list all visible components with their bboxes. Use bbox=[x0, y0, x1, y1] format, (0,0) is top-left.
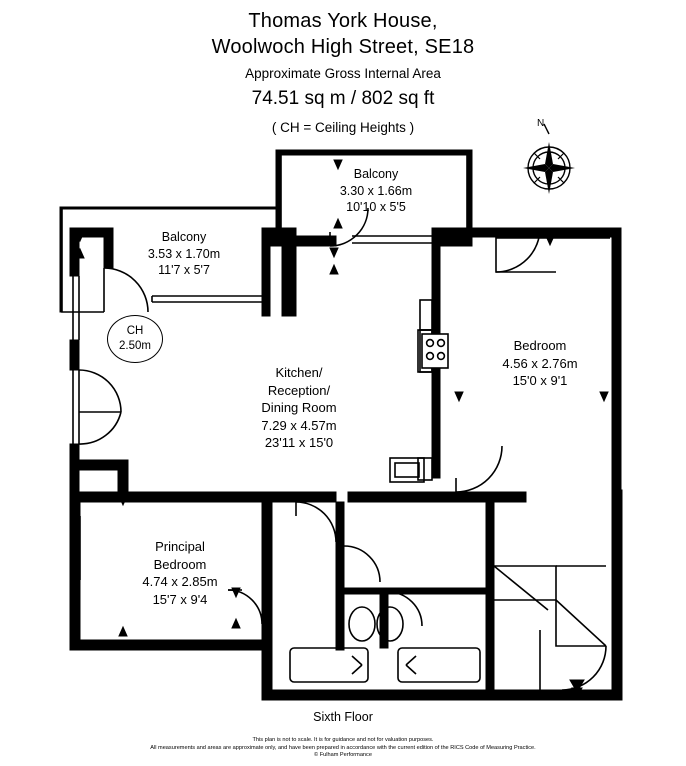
balcony-top-dims-metric: 3.30 x 1.66m bbox=[339, 183, 413, 198]
outline-balcony-left bbox=[62, 209, 104, 312]
bedroom-name: Bedroom bbox=[513, 338, 567, 353]
wall-balcony-left-north bbox=[60, 207, 276, 209]
wall-building-south bbox=[262, 690, 622, 700]
compass-north-label: N bbox=[537, 118, 545, 129]
door-swing-bath bbox=[344, 546, 380, 582]
wall-living-south bbox=[70, 492, 336, 502]
basin-1 bbox=[349, 607, 375, 641]
door-swing-bedroom bbox=[456, 446, 502, 492]
kitchen-unit-1 bbox=[420, 300, 432, 330]
door-swing-hall-1 bbox=[296, 502, 336, 542]
ceiling-height-note: ( CH = Ceiling Heights ) bbox=[271, 120, 415, 135]
ceiling-height-badge bbox=[107, 315, 163, 363]
wall-bath-west bbox=[336, 540, 344, 650]
wall-balcony-top-north bbox=[276, 150, 472, 155]
wall-hall-west bbox=[336, 502, 344, 546]
kitchen-label-line1: Kitchen/ bbox=[275, 365, 323, 380]
ch-value: 2.50m bbox=[119, 340, 151, 352]
balcony-top-dims-imperial: 10'10 x 5'5 bbox=[346, 200, 406, 214]
cupboard-1 bbox=[494, 566, 556, 600]
cupboard-diagonal-2 bbox=[556, 600, 606, 646]
balcony-left-dims-metric: 3.53 x 1.70m bbox=[147, 246, 221, 261]
kitchen-label-line2: Reception/ bbox=[267, 382, 331, 398]
page-title-line1: Thomas York House, bbox=[248, 10, 438, 32]
wall-principal-south bbox=[70, 640, 270, 650]
principal-bedroom-dims-imperial: 15'7 x 9'4 bbox=[152, 591, 208, 607]
bath-1 bbox=[290, 648, 368, 682]
wall-living-south-east bbox=[348, 492, 526, 502]
wall-west-mid bbox=[70, 340, 79, 370]
bedroom-dims-imperial: 15'0 x 9'1 bbox=[512, 373, 568, 388]
balcony-left-name: Balcony bbox=[161, 230, 207, 244]
kitchen-label-line3: Dining Room bbox=[261, 400, 337, 415]
room-label-kitchen-reception-dining bbox=[215, 364, 383, 452]
wall-east-lower bbox=[612, 490, 622, 696]
ch-label: CH bbox=[126, 325, 144, 337]
kitchen-dims-imperial: 23'11 x 15'0 bbox=[264, 435, 334, 450]
disclaimer-line1: This plan is not to scale. It is for guidance and not for valuation purposes. bbox=[252, 737, 434, 743]
kitchen-unit-3 bbox=[418, 458, 432, 480]
floor-label: Sixth Floor bbox=[313, 710, 373, 724]
principal-bedroom-dims-metric: 4.74 x 2.85m bbox=[142, 574, 218, 589]
door-swing-wc bbox=[388, 592, 422, 626]
bedroom-dims-metric: 4.56 x 2.76m bbox=[502, 355, 578, 371]
principal-bedroom-line2: Bedroom bbox=[153, 556, 207, 572]
wall-bath-east bbox=[486, 502, 494, 692]
wall-principal-east bbox=[262, 502, 272, 700]
door-swing-entrance bbox=[562, 646, 606, 690]
area-subtitle: Approximate Gross Internal Area bbox=[245, 66, 441, 81]
bath-2 bbox=[398, 648, 480, 682]
wall-bath-north bbox=[344, 588, 490, 594]
disclaimer bbox=[0, 737, 686, 760]
kitchen-dims-metric: 7.29 x 4.57m bbox=[261, 417, 337, 433]
room-label-balcony-left bbox=[104, 229, 264, 279]
wall-top-seg1 bbox=[290, 236, 336, 246]
cupboard-diagonal-1 bbox=[494, 566, 548, 610]
room-label-balcony-top bbox=[296, 166, 456, 216]
disclaimer-line3: © Fulham Performance bbox=[314, 752, 372, 759]
room-label-principal-bedroom bbox=[100, 538, 260, 608]
gross-internal-area: 74.51 sq m / 802 sq ft bbox=[251, 88, 435, 109]
compass-rose bbox=[516, 118, 582, 202]
room-label-bedroom bbox=[460, 337, 620, 390]
disclaimer-line2: All measurements and areas are approximate only, and have been prepared in accordance with the current edition of the RICS Code of Measuring Practice. bbox=[150, 744, 536, 751]
door-swing-entry-west bbox=[79, 370, 121, 412]
balcony-top-name: Balcony bbox=[353, 167, 399, 181]
page-title-line2: Woolwoch High Street, SE18 bbox=[211, 36, 475, 58]
wall-principal-west bbox=[70, 492, 80, 650]
principal-bedroom-line1: Principal bbox=[155, 539, 205, 554]
kitchen-hob bbox=[422, 334, 448, 368]
balcony-left-dims-imperial: 11'7 x 5'7 bbox=[158, 263, 210, 277]
